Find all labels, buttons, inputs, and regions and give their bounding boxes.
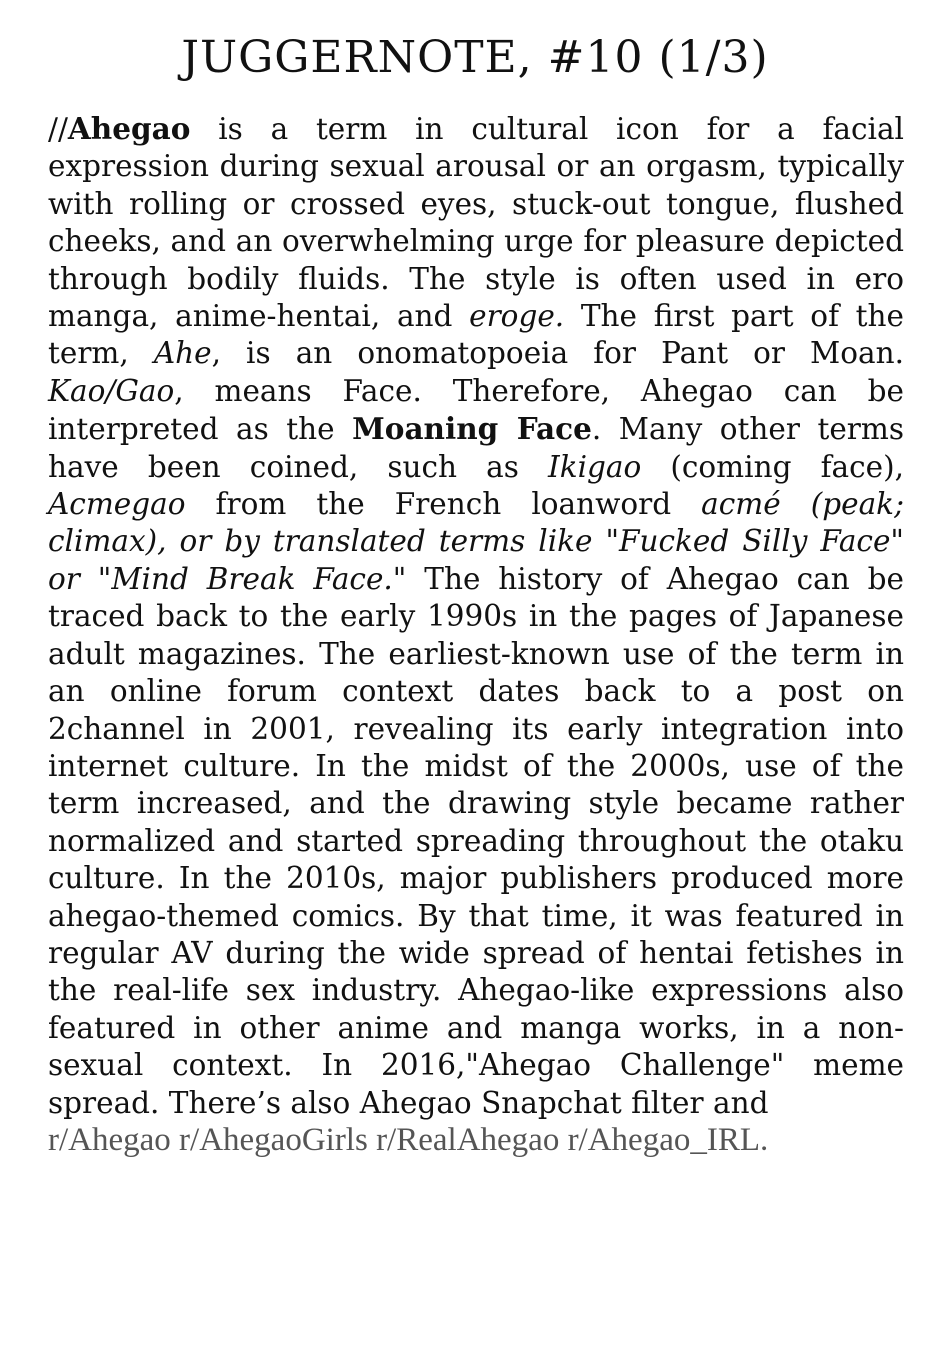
- term-ahegao: Ahegao: [67, 111, 191, 146]
- subreddit-list: r/Ahegao r/AhegaoGirls r/RealAhegao r/Ahegao_IRL.: [48, 1121, 769, 1158]
- term-kao-gao: Kao/Gao: [48, 373, 175, 408]
- text-segment-1: is a term in cultural icon for a facial expression during sexual arousal or an orgasm, typically with rolling or crossed eyes, stuck-out tongue, flushed cheeks, and an overwhelming urge for pleasure depicted through bodily fluids. The style is often used in ero manga, anime-hentai, and: [48, 112, 904, 334]
- term-eroge: eroge.: [469, 299, 565, 334]
- text-segment-8: The history of Ahegao can be traced back to the early 1990s in the pages of Japanese adult magazines. The earliest-known use of the term in an online forum context dates back to a post on 2channel in 2001, revealing its early integration into internet culture. In the midst of the 2000s, use of the term increased, and the drawing style became rather normalized and started spreading throughout the otaku culture. In the 2010s, major publishers produced more ahegao-themed comics. By that time, it was featured in regular AV during the wide spread of hentai fetishes in the real-life sex industry. Ahegao-like expressions also featured in other anime and manga works, in a non-sexual context. In 2016,"Ahegao Challenge" meme spread. There’s also Ahegao Snapchat filter and: [48, 561, 904, 1120]
- term-ikigao: Ikigao: [548, 449, 642, 484]
- text-segment-5: . Many other terms have been coined, such as: [48, 412, 905, 484]
- text-segment-6: (coming face),: [641, 449, 904, 484]
- term-acmegao: Acmegao: [48, 487, 186, 522]
- term-moaning-face: Moaning Face: [352, 411, 592, 447]
- lead-slashes: //: [48, 112, 68, 146]
- text-segment-7: from the French loanword: [185, 487, 702, 522]
- page-title: JUGGERNOTE, #10 (1/3): [181, 32, 769, 83]
- article-body: [48, 110, 904, 1159]
- term-ahe: Ahe: [153, 336, 212, 371]
- text-segment-2: The first part of the term,: [48, 299, 904, 371]
- text-segment-4: , means Face. Therefore, Ahegao can be interpreted as the: [48, 373, 904, 447]
- term-acme: acmé (peak; climax), or by translated terms like "Fucked Silly Face" or "Mind Break Face.": [48, 487, 905, 596]
- text-segment-3: , is an onomatopoeia for Pant or Moan.: [211, 336, 904, 371]
